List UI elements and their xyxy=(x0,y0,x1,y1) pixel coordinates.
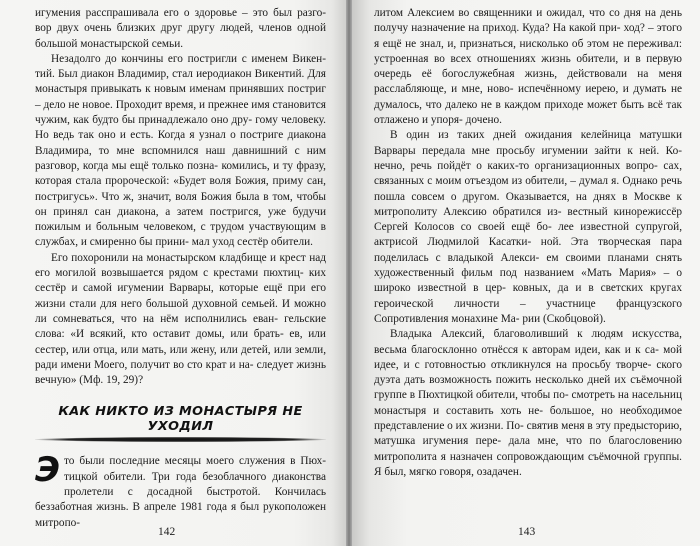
paragraph-2: Незадолго до кончины его постригли с именем Викен- тий. Был диакон Владимир, стал иеродиакон Викентий. Для монастыря привыкать к новым именам принявших постриг – дело не новое. Проходит время, и прежнее имя становится чужим, как будто бы принадлежало оно дру- гому человеку. Но ведь так оно и есть. Когда я узнал о постриге диакона Владимира, то мне вспомнился наш давнишний с ним разговор, когда мы ещё только позна- комились, и ту фразу, которая стала пророческой: «Будет воля Божия, приму сан, постригусь». Что ж, значит, воля Божия была в том, чтобы он принял сан диакона, а затем постригся, уже будучи пожилым и больным человеком, с трудом участвующим в службах, и смиренно бы прини- мал уход сестёр обители. xyxy=(35,52,327,249)
paragraph-6: Владыка Алексий, благоволивший к людям искусства, весьма благосклонно отнёсся к авторам идеи, как и к са- мой идее, и с готовностью откликнулся на просьбу творче- ского дуэта дать возможность пожить несколько дней их съёмочной группе в Пюхтицкой обители, чтобы по- смотреть на насельниц монастыря и составить хоть не- большое, но необходимое представление о их жизни. По- святив меня в эту предысторию, матушка игумения пере- дала мне, что по благословению митрополита я назначен сопровождающим съёмочной группы. Я был, мягко говоря, озадачен. xyxy=(374,328,683,478)
left-page xyxy=(0,0,346,546)
paragraph-5: В один из таких дней ожидания келейница матушки Варвары передала мне просьбу игумении зайти к ней. Ко- нечно, речь пойдёт о каких-то организационных вопро- сах, связанных с моим отъездом из обители, – думал я. Однако речь пошла совсем о другом. Оказывается, на днях в Москве к митрополиту Алексию обратился из- вестный кинорежиссёр Сергей Колосов со своей ещё бо- лее известной супругой, актрисой Людмилой Касатки- ной. Эта творческая пара поделилась с владыкой Алекси- ем своими планами снять художественный фильм под названием «Мать Мария» – о широко известной в цер- ковных, да и в светских кругах героической личности – участнице французского Сопротивления монахине Ма- рии (Скобцовой). xyxy=(374,129,683,325)
drop-cap: Э xyxy=(35,450,60,491)
page-number-right: 143 xyxy=(518,526,536,538)
chapter-opening-paragraph: Э то были последние месяцы моего служения в Пюх- тицкой обители. Три года безоблачного диаконства пролетели с досадной быстротой. Кончилась беззаботная жизнь. В апреле 1981 года я был рукоположен митропо- xyxy=(35,450,326,529)
paragraph-4: литом Алексием во священники и ожидал, что со дня на день получу назначение на приход. Куда? На какой при- ход? – этого я ещё не знал, и, признаться, нисколько об этом не переживал: устроенная во всех отношениях жизнь обители, и в первую очередь её богослужебная жизнь, действовали на меня расслабляюще, и мне, ново- испечённому иерею, и думать не думалось, что далеко не в каждом приходе может быть всё так отлажено и упоря- дочено. xyxy=(374,7,683,127)
heading-underline xyxy=(35,437,326,442)
right-page xyxy=(352,0,700,546)
paragraph-1: игумения расспрашивала его о здоровье – это был разго- вор двух очень близких друг другу людей, членов одной большой монастырской семьи. xyxy=(35,7,326,50)
paragraph-3: Его похоронили на монастырском кладбище и крест над его могилой возвышается рядом с крестами пюхтиц- ких сестёр и самой игумении Варвары, которые ещё при его жизни стали для него большой духовной семьей. И можно ли сомневаться, что на нём исполнились еван- гельские слова: «И всякий, кто оставит домы, или брать- ев, или сестер, или отца, или мать, или жену, или детей, или земли, ради имени Моего, получит во сто крат и на- следует жизнь вечную» (Мф. 19, 29)? xyxy=(35,251,327,387)
chapter-heading: КАК НИКТО ИЗ МОНАСТЫРЯ НЕ УХОДИЛ xyxy=(35,404,326,442)
page-number-left: 142 xyxy=(158,526,176,538)
